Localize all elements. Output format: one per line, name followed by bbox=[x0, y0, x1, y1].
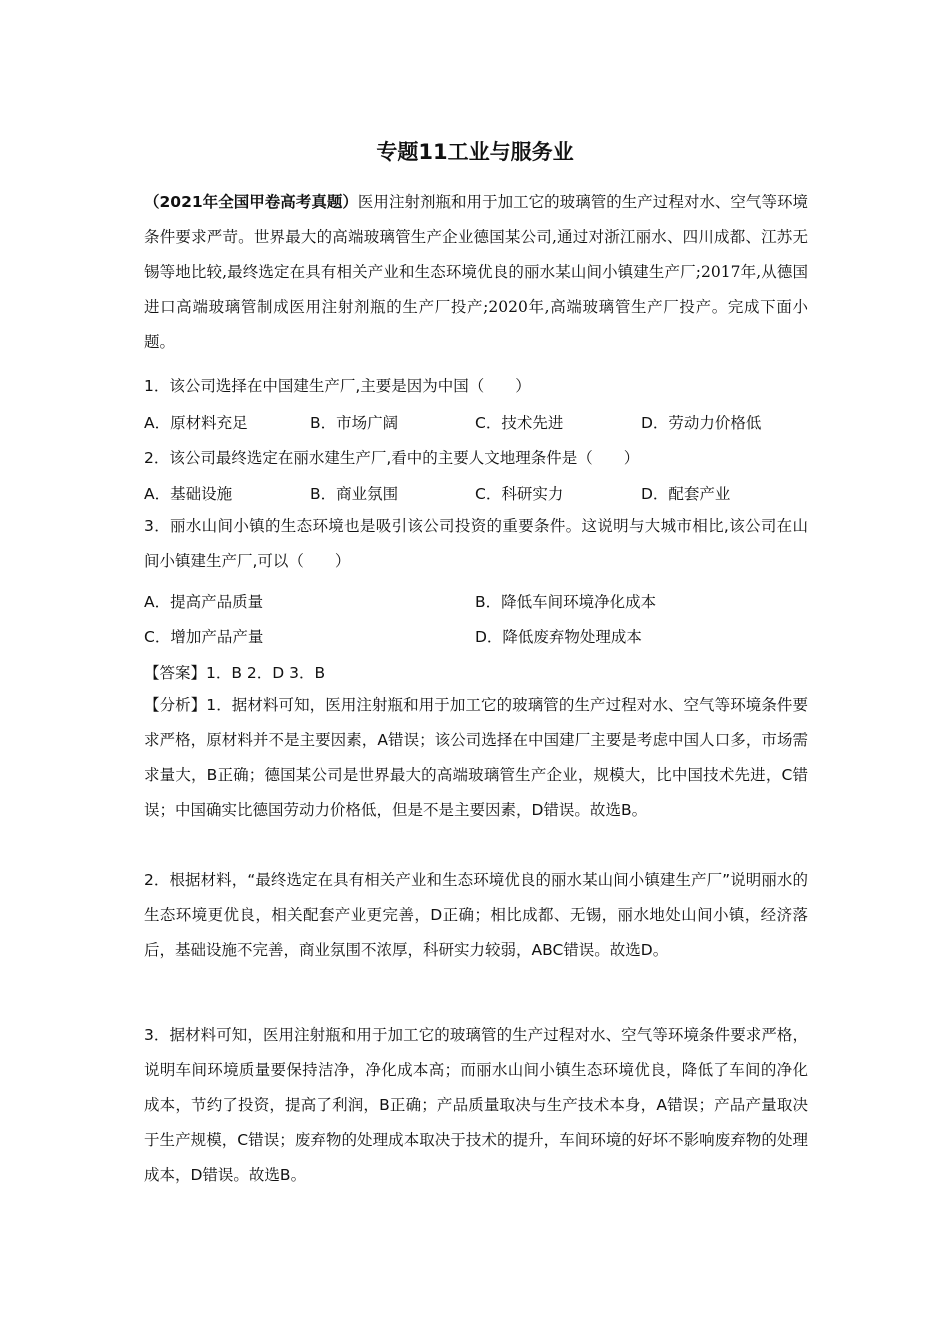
analysis-paragraph-1: 【分析】1．据材料可知，医用注射瓶和用于加工它的玻璃管的生产过程对水、空气等环境条件要求严格，原材料并不是主要因素，A错误；该公司选择在中国建厂主要是考虑中国人口多，市场需求量大，B正确；德国某公司是世界最大的高端玻璃管生产企业，规模大，比中国技术先进，C错误；中国确实比德国劳动力价格低，但是不是主要因素，D错误。故选B。 bbox=[144, 696, 808, 819]
analysis-paragraph-2: 2．根据材料，“最终选定在具有相关产业和生态环境优良的丽水某山间小镇建生产厂”说明丽水的生态环境更优良，相关配套产业更完善，D正确；相比成都、无锡，丽水地处山间小镇，经济落后，基础设施不完善，商业氛围不浓厚，科研实力较弱，ABC错误。故选D。 bbox=[144, 871, 808, 959]
question-3-stem: 3．丽水山间小镇的生态环境也是吸引该公司投资的重要条件。这说明与大城市相比,该公司在山间小镇建生产厂,可以（ ） bbox=[144, 517, 808, 570]
intro-text: 医用注射剂瓶和用于加工它的玻璃管的生产过程对水、空气等环境条件要求严苛。世界最大的高端玻璃管生产企业德国某公司,通过对浙江丽水、四川成都、江苏无锡等地比较,最终选定在具有相关产业和生态环境优良的丽水某山间小镇建生产厂;2017年,从德国进口高端玻璃管制成医用注射剂瓶的生产厂投产;2020年,高端玻璃管生产厂投产。完成下面小题。 bbox=[144, 193, 808, 351]
question-2-option-c: C．科研实力 bbox=[475, 485, 564, 503]
analysis-paragraph-3: 3．据材料可知，医用注射瓶和用于加工它的玻璃管的生产过程对水、空气等环境条件要求严格，说明车间环境质量要保持洁净，净化成本高；而丽水山间小镇生态环境优良，降低了车间的净化成本，节约了投资，提高了利润，B正确；产品质量取决与生产技术本身，A错误；产品产量取决于生产规模，C错误；废弃物的处理成本取决于技术的提升，车间环境的好坏不影响废弃物的处理成本，D错误。故选B。 bbox=[144, 1026, 808, 1184]
page-title: 专题11工业与服务业 bbox=[376, 140, 574, 164]
question-1-option-a: A．原材料充足 bbox=[144, 414, 248, 432]
question-1-option-c: C．技术先进 bbox=[475, 414, 564, 432]
question-1-option-b: B．市场广阔 bbox=[310, 414, 399, 432]
question-1-stem: 1．该公司选择在中国建生产厂,主要是因为中国（ ） bbox=[144, 377, 531, 395]
question-3-option-b: B．降低车间环境净化成本 bbox=[475, 593, 657, 611]
question-3-option-c: C．增加产品产量 bbox=[144, 628, 264, 646]
intro-source: （2021年全国甲卷高考真题） bbox=[144, 193, 358, 211]
answer-line: 【答案】1．B 2．D 3．B bbox=[144, 664, 326, 682]
question-2-stem: 2．该公司最终选定在丽水建生产厂,看中的主要人文地理条件是（ ） bbox=[144, 449, 640, 467]
question-3-option-d: D．降低废弃物处理成本 bbox=[475, 628, 642, 646]
intro-paragraph bbox=[144, 185, 808, 360]
question-3-option-a: A．提高产品质量 bbox=[144, 593, 264, 611]
question-2-option-a: A．基础设施 bbox=[144, 485, 233, 503]
question-1-option-d: D．劳动力价格低 bbox=[641, 414, 762, 432]
question-2-option-b: B．商业氛围 bbox=[310, 485, 399, 503]
question-2-option-d: D．配套产业 bbox=[641, 485, 731, 503]
